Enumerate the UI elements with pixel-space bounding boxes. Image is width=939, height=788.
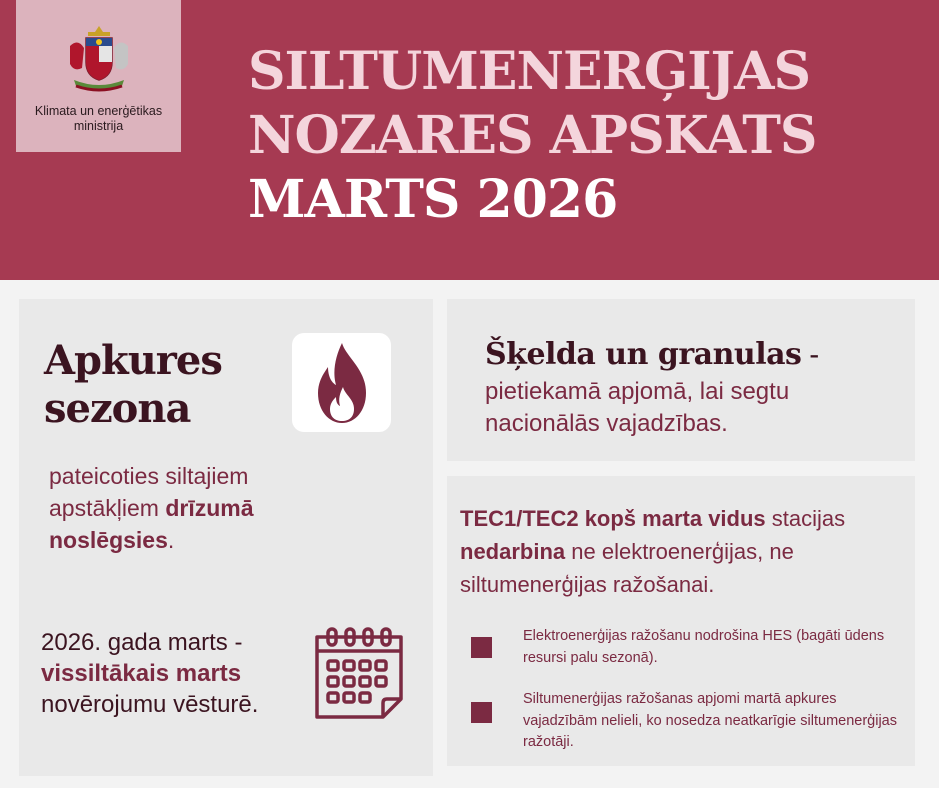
tec-statement: TEC1/TEC2 kopš marta vidus stacijas nedarbina ne elektroenerģijas, ne siltumenerģijas ražošanai. xyxy=(460,506,846,597)
tec-panel xyxy=(447,476,915,766)
march-record-text: 2026. gada marts - vissiltākais marts novērojumu vēsturē. xyxy=(41,629,259,718)
bullet-marker xyxy=(471,702,492,723)
bullet-item: Elektroenerģijas ražošanu nodrošina HES (bagāti ūdens resursi palu sezonā). xyxy=(523,628,885,666)
chips-description: pietiekamā apjomā, lai segtu nacionālās vajadzības. xyxy=(485,378,790,437)
chips-title: Šķelda un granulas - xyxy=(485,337,819,372)
season-title: Apkures sezona xyxy=(44,337,222,432)
title-line-2: NOZARES APSKATS xyxy=(248,105,817,166)
title-line-3: MARTS 2026 xyxy=(248,169,618,230)
flame-tile xyxy=(292,333,391,432)
season-description: pateicoties siltajiem apstākļiem drīzumā noslēgsies. xyxy=(49,463,254,553)
bullet-marker xyxy=(471,637,492,658)
calendar-icon xyxy=(311,627,407,721)
ministry-logo xyxy=(16,0,181,152)
heating-season-panel xyxy=(19,299,433,776)
title-line-1: SILTUMENERĢIJAS xyxy=(248,41,811,102)
header-banner xyxy=(0,0,939,280)
wood-chips-panel xyxy=(447,299,915,461)
ministry-name: Klimata un enerģētikas ministrija xyxy=(34,104,163,133)
flame-icon xyxy=(314,341,370,425)
bullet-item: Siltumenerģijas ražošanas apjomi martā apkures vajadzībām nelieli, ko nosedza neatkarīgie siltumenerģijas ražotāji. xyxy=(523,691,897,750)
coat-of-arms-icon xyxy=(66,22,132,98)
